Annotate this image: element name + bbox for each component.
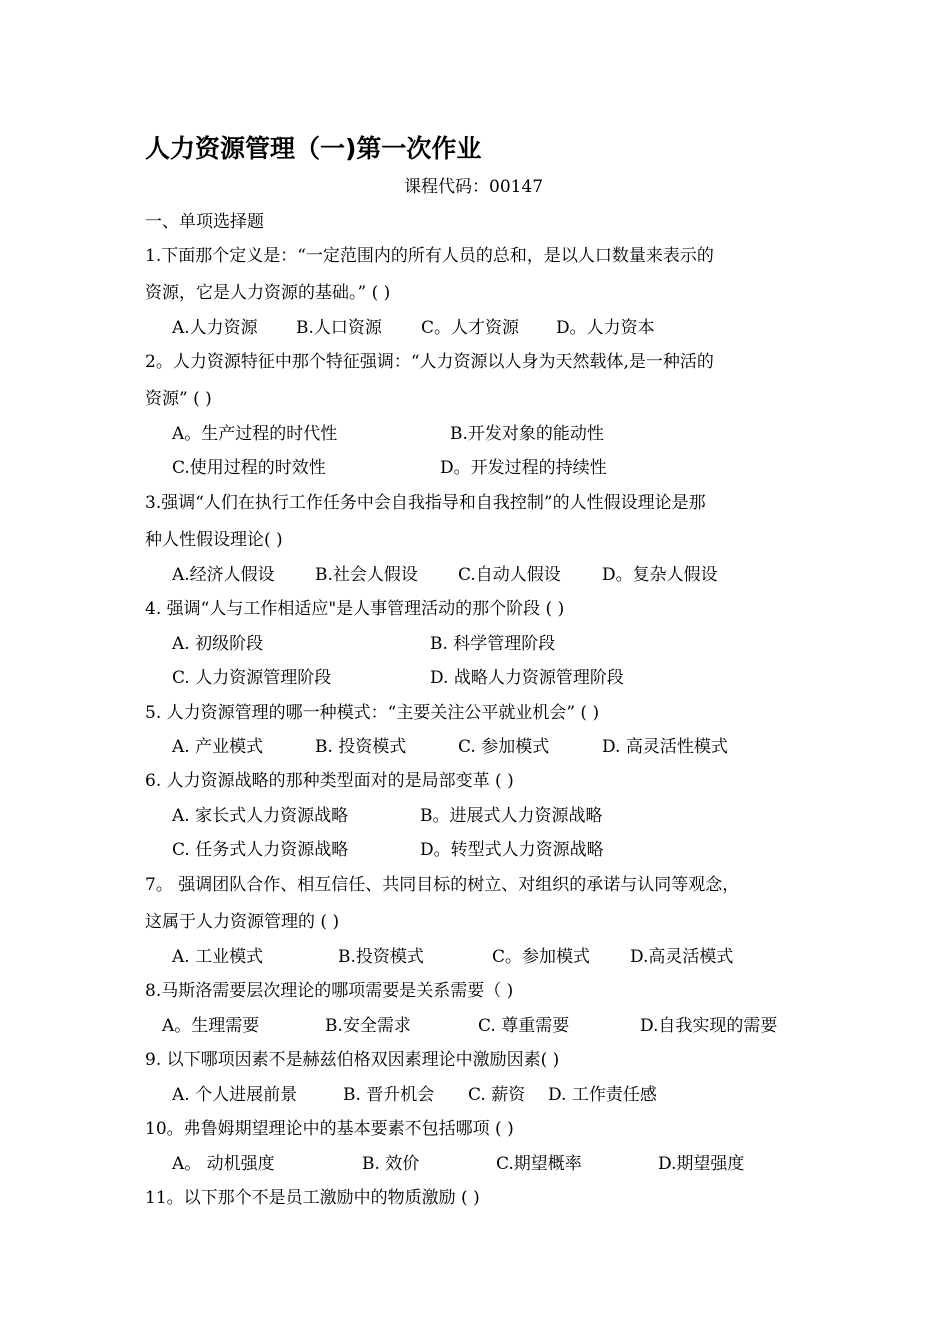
option: D. 战略人力资源管理阶段 — [430, 668, 624, 688]
option: C。参加模式 — [492, 947, 591, 967]
question-text: 4. 强调“人与工作相适应"是人事管理活动的那个阶段 ( ) — [145, 599, 565, 619]
option: C. 任务式人力资源战略 — [172, 840, 349, 860]
option: A.人力资源 — [172, 318, 258, 338]
option: D.自我实现的需要 — [640, 1016, 778, 1036]
option: D.高灵活模式 — [630, 947, 734, 967]
option: B.安全需求 — [325, 1016, 411, 1036]
option: D。转型式人力资源战略 — [420, 840, 604, 860]
option: A. 产业模式 — [172, 737, 264, 757]
option: A。生产过程的时代性 — [172, 424, 338, 444]
course-code: 课程代码：00147 — [404, 177, 544, 197]
option: A. 工业模式 — [172, 947, 264, 967]
page-title: 人力资源管理（一)第一次作业 — [145, 134, 482, 163]
question-text: 11。以下那个不是员工激励中的物质激励 ( ) — [145, 1188, 480, 1208]
option: B. 科学管理阶段 — [430, 634, 556, 654]
question-text: 这属于人力资源管理的 ( ) — [145, 912, 340, 932]
option: A。 动机强度 — [172, 1154, 275, 1174]
option: A. 初级阶段 — [172, 634, 264, 654]
option: D. 高灵活性模式 — [602, 737, 728, 757]
question-text: 种人性假设理论( ) — [145, 530, 283, 550]
option: A。生理需要 — [162, 1016, 260, 1036]
option: B. 效价 — [362, 1154, 420, 1174]
option: A. 家长式人力资源战略 — [172, 806, 349, 826]
option: B.开发对象的能动性 — [450, 424, 604, 444]
option: B。进展式人力资源战略 — [420, 806, 603, 826]
option: A. 个人进展前景 — [172, 1085, 298, 1105]
question-text: 1.下面那个定义是：“一定范围内的所有人员的总和，是以人口数量来表示的 — [145, 246, 714, 266]
option: D。开发过程的持续性 — [440, 458, 607, 478]
option: C.使用过程的时效性 — [172, 458, 326, 478]
question-text: 资源” ( ) — [145, 389, 212, 409]
question-text: 3.强调“人们在执行工作任务中会自我指导和自我控制”的人性假设理论是那 — [145, 493, 706, 513]
question-text: 8.马斯洛需要层次理论的哪项需要是关系需要（ ) — [145, 981, 514, 1001]
option: C. 尊重需要 — [478, 1016, 570, 1036]
question-text: 10。弗鲁姆期望理论中的基本要素不包括哪项 ( ) — [145, 1119, 514, 1139]
option: B.人口资源 — [296, 318, 382, 338]
option: B.投资模式 — [338, 947, 424, 967]
option: C.自动人假设 — [458, 565, 561, 585]
section-heading: 一、单项选择题 — [145, 212, 264, 232]
question-text: 9. 以下哪项因素不是赫兹伯格双因素理论中激励因素( ) — [145, 1050, 560, 1070]
option: D。人力资本 — [556, 318, 655, 338]
option: D。复杂人假设 — [602, 565, 718, 585]
option: B.社会人假设 — [315, 565, 418, 585]
question-text: 5. 人力资源管理的哪一种模式：“主要关注公平就业机会” ( ) — [145, 703, 600, 723]
option: D.期望强度 — [658, 1154, 745, 1174]
question-text: 2。人力资源特征中那个特征强调：“人力资源以人身为天然载体,是一种活的 — [145, 352, 714, 372]
option: C.期望概率 — [496, 1154, 582, 1174]
question-text: 7。 强调团队合作、相互信任、共同目标的树立、对组织的承诺与认同等观念， — [145, 875, 740, 895]
option: C. 人力资源管理阶段 — [172, 668, 332, 688]
question-text: 6. 人力资源战略的那种类型面对的是局部变革 ( ) — [145, 771, 514, 791]
question-text: 资源，它是人力资源的基础。” ( ) — [145, 283, 391, 303]
option: B. 晋升机会 — [343, 1085, 435, 1105]
option: B. 投资模式 — [315, 737, 407, 757]
option: C. 参加模式 — [458, 737, 550, 757]
option: D. 工作责任感 — [548, 1085, 657, 1105]
option: C。人才资源 — [421, 318, 520, 338]
option: C. 薪资 — [468, 1085, 526, 1105]
option: A.经济人假设 — [172, 565, 275, 585]
